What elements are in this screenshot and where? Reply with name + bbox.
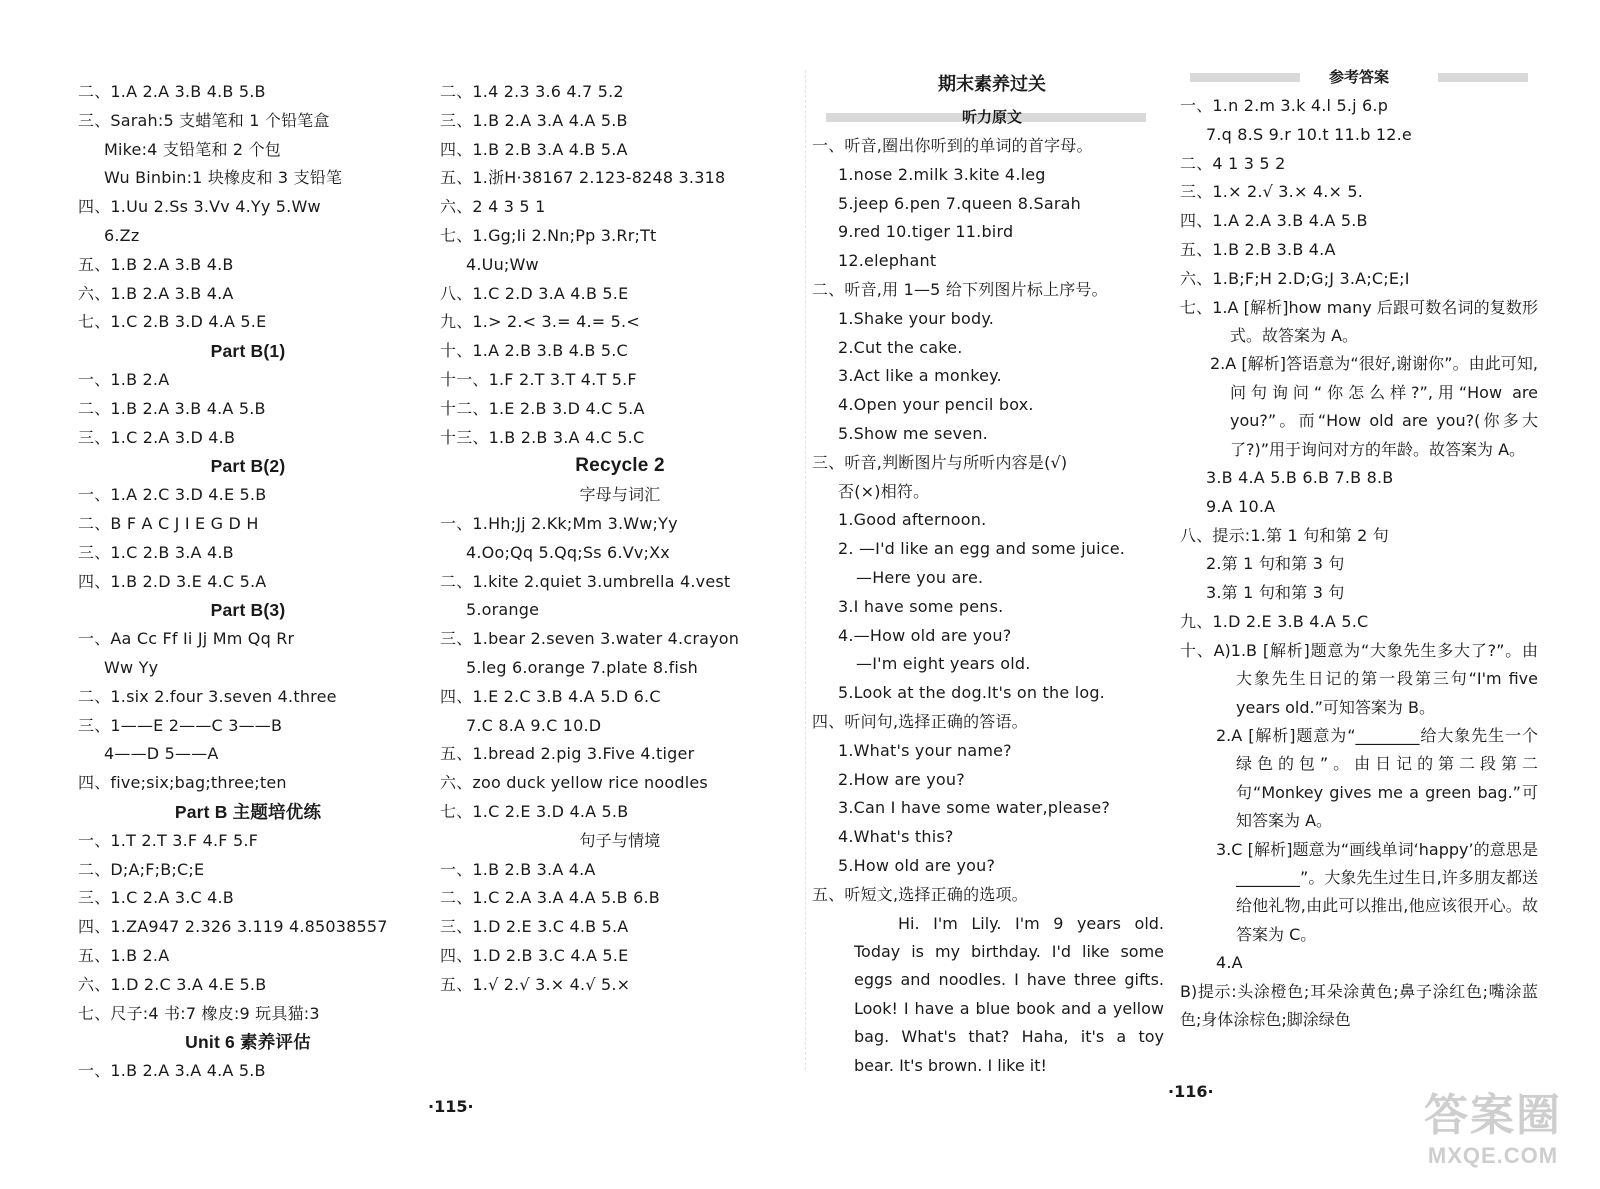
answer-line: 9.A 10.A [1206,496,1276,516]
banner-label: 参考答案 [1328,68,1389,86]
answer-line: 九、1.D 2.E 3.B 4.A 5.C [1180,612,1369,631]
section-banner [812,102,1172,132]
answer-line: 四、five;six;bag;three;ten [78,773,287,793]
question-line: 4.—How old are you? [838,625,1012,645]
answer-line: 一、Aa Cc Ff Ii Jj Mm Qq Rr [78,629,295,649]
answer-line: 三、Sarah:5 支蜡笔和 1 个铅笔盒 [78,110,330,130]
section-heading: Part B 主题培优练 [174,801,322,822]
answer-line: 三、1.C 2.B 3.A 4.B [78,542,234,562]
answer-line: 八、提示:1.第 1 句和第 2 句 [1180,525,1389,545]
answer-line: 二、4 1 3 5 2 [1180,153,1286,173]
listening-passage: Hi. I'm Lily. I'm 9 years old. Today is my birthday. I'd like some eggs and noodles. I have three gifts. Look! I have a blue book and a yellow bag. What's that? Haha, it's a toy bear. It's brown. I like it! [854,913,1164,1075]
answer-explanation: 2.A [解析]答语意为“很好,谢谢你”。由此可知,问句询问“你怎么样?”,用“How are you?”。而“How old are you?(你多大了?)”用于询问对方的年龄。故答案为 A。 [1210,354,1538,459]
section-heading: Unit 6 素养评估 [185,1032,311,1053]
answer-line: 八、1.C 2.D 3.A 4.B 5.E [440,283,629,303]
answer-line: 五、1.bread 2.pig 3.Five 4.tiger [440,744,695,764]
question-line: 三、听音,判断图片与所听内容是(√) [812,452,1068,472]
answer-line: Mike:4 支铅笔和 2 个包 [104,139,281,159]
answer-line: 四、1.Uu 2.Ss 3.Vv 4.Yy 5.Ww [78,197,321,217]
question-line: —Here you are. [856,567,984,587]
question-line: 一、听音,圈出你听到的单词的首字母。 [812,136,1093,155]
question-line: 2.Cut the cake. [838,337,963,357]
answer-line: 7.C 8.A 9.C 10.D [466,715,602,735]
answer-line: 四、1.D 2.B 3.C 4.A 5.E [440,945,629,965]
question-line: 3.I have some pens. [838,596,1004,616]
answer-line: 4.Uu;Ww [466,254,539,274]
answer-line: 2.第 1 句和第 3 句 [1206,554,1345,574]
answer-line: Ww Yy [104,657,159,677]
answer-line: 5.orange [466,600,540,620]
answer-line: 十、1.A 2.B 3.B 4.B 5.C [440,341,628,361]
answer-line: 三、1——E 2——C 3——B [78,715,283,735]
question-line: 3.Act like a monkey. [838,366,1002,386]
answer-line: 3.B 4.A 5.B 6.B 7.B 8.B [1206,468,1394,488]
column-4 [1180,62,1538,1035]
question-line: 5.jeep 6.pen 7.queen 8.Sarah [838,193,1081,213]
page-divider [805,70,806,1070]
section-heading: Part B(1) [210,341,286,362]
answer-line: 九、1.> 2.< 3.= 4.= 5.< [440,312,640,332]
answer-line: 四、1.E 2.C 3.B 4.A 5.D 6.C [440,686,661,706]
answer-line: 十一、1.F 2.T 3.T 4.T 5.F [440,369,637,389]
answer-line: 十二、1.E 2.B 3.D 4.C 5.A [440,398,645,418]
watermark-logo [1424,1079,1562,1169]
answer-line: 六、1.B 2.A 3.B 4.A [78,283,234,303]
banner-label: 听力原文 [961,108,1022,126]
question-line: 否(×)相符。 [838,481,930,501]
answer-line: 三、1.B 2.A 3.A 4.A 5.B [440,110,628,130]
question-line: 5.Look at the dog.It's on the log. [838,683,1105,703]
answer-line: 一、1.A 2.C 3.D 4.E 5.B [78,485,267,505]
banner-bar-left [1190,73,1300,82]
answer-line: 三、1.D 2.E 3.C 4.B 5.A [440,917,629,937]
answer-line: 4.Oo;Qq 5.Qq;Ss 6.Vv;Xx [466,542,670,562]
question-line: 4.Open your pencil box. [838,395,1034,415]
answer-line: 二、1.B 2.A 3.B 4.A 5.B [78,398,266,418]
question-line: 9.red 10.tiger 11.bird [838,222,1014,242]
answer-line: 七、1.Gg;Ii 2.Nn;Pp 3.Rr;Tt [440,225,657,245]
answer-line: 二、D;A;F;B;C;E [78,859,205,879]
answer-line: 四、1.ZA947 2.326 3.119 4.85038557 [78,917,388,937]
answer-line: 一、1.n 2.m 3.k 4.l 5.j 6.p [1180,96,1389,115]
answer-line: 四、1.B 2.B 3.A 4.B 5.A [440,139,628,159]
answer-line: 七、尺子:4 书:7 橡皮:9 玩具猫:3 [78,1003,320,1023]
answer-line: 五、1.B 2.A 3.B 4.B [78,254,234,274]
answer-line: 一、1.B 2.A [78,369,170,389]
question-line: 二、听音,用 1—5 给下列图片标上序号。 [812,279,1108,299]
answer-line: 三、1.bear 2.seven 3.water 4.crayon [440,629,740,649]
page-number-right: ·116· [1168,1082,1214,1101]
question-line: 1.Shake your body. [838,308,995,328]
answer-banner [1180,62,1538,92]
answer-line: 七、1.C 2.E 3.D 4.A 5.B [440,801,629,821]
question-line: 3.Can I have some water,please? [838,798,1111,818]
answer-line: 一、1.B 2.B 3.A 4.A [440,859,596,879]
question-line: 五、听短文,选择正确的选项。 [812,884,1028,904]
section-heading: Recycle 2 [575,455,665,477]
answer-line: 六、1.D 2.C 3.A 4.E 5.B [78,974,267,994]
answer-explanation: 3.C [解析]题意为“画线单词‘happy’的意思是________”。大象先生过生日,许多朋友都送给他礼物,由此可以推出,他应该很开心。故答案为 C。 [1216,839,1538,944]
answer-line: 四、1.A 2.A 3.B 4.A 5.B [1180,211,1368,231]
column-2 [440,78,800,1000]
answer-line: 三、1.C 2.A 3.D 4.B [78,427,236,447]
question-line: 2.How are you? [838,769,965,789]
answer-line: 六、2 4 3 5 1 [440,197,546,217]
answer-line: 七、1.C 2.B 3.D 4.A 5.E [78,312,267,332]
answer-line: 4——D 5——A [104,744,219,764]
answer-line: 五、1.B 2.B 3.B 4.A [1180,239,1336,259]
answer-line: 二、1.C 2.A 3.A 4.A 5.B 6.B [440,888,660,908]
question-line: 1.What's your name? [838,740,1012,760]
section-heading: Part B(2) [210,456,286,477]
answer-line: Wu Binbin:1 块橡皮和 3 支铅笔 [104,168,343,188]
section-subheading: 字母与词汇 [579,485,661,505]
page-number-left: ·115· [428,1097,474,1116]
answer-line: 二、1.kite 2.quiet 3.umbrella 4.vest [440,571,731,591]
section-subheading: 句子与情境 [579,830,661,850]
answer-line: 五、1.B 2.A [78,945,170,965]
answer-line: 一、1.B 2.A 3.A 4.A 5.B [78,1061,266,1081]
answer-line: 4.A [1216,953,1243,973]
section-title: 期末素养过关 [938,74,1046,95]
question-line: 1.Good afternoon. [838,510,987,530]
question-line: —I'm eight years old. [856,654,1031,674]
answer-explanation: 十、A)1.B [解析]题意为“大象先生多大了?”。由大象先生日记的第一段第三句“I'm five years old.”可知答案为 B。 [1180,640,1538,717]
answer-line: 三、1.C 2.A 3.C 4.B [78,888,234,908]
watermark-text: 答案圈 [1424,1091,1562,1140]
section-heading: Part B(3) [210,600,286,621]
question-line: 四、听问句,选择正确的答语。 [812,711,1028,731]
answer-line: 一、1.Hh;Jj 2.Kk;Mm 3.Ww;Yy [440,513,678,533]
answer-line: 7.q 8.S 9.r 10.t 11.b 12.e [1206,124,1412,144]
answer-line: 二、1.4 2.3 3.6 4.7 5.2 [440,82,624,101]
answer-line: 一、1.T 2.T 3.F 4.F 5.F [78,830,259,850]
answer-line: 五、1.浙H·38167 2.123-8248 3.318 [440,168,726,188]
question-line: 5.Show me seven. [838,423,988,443]
answer-line: 五、1.√ 2.√ 3.× 4.√ 5.× [440,974,631,994]
answer-explanation: 七、1.A [解析]how many 后跟可数名词的复数形式。故答案为 A。 [1180,297,1538,345]
answer-line: 二、1.six 2.four 3.seven 4.three [78,686,337,706]
answer-line: 3.第 1 句和第 3 句 [1206,583,1345,603]
answer-line: 三、1.× 2.√ 3.× 4.× 5. [1180,182,1364,202]
answer-line: 5.leg 6.orange 7.plate 8.fish [466,657,698,677]
question-line: 2. —I'd like an egg and some juice. [838,539,1126,559]
answer-line: 六、zoo duck yellow rice noodles [440,773,708,793]
watermark-url: MXQE.COM [1427,1143,1559,1168]
answer-line: 六、1.B;F;H 2.D;G;J 3.A;C;E;I [1180,268,1410,288]
answer-line: 二、B F A C J I E G D H [78,513,259,533]
answer-line: 6.Zz [104,225,140,245]
answer-line: 十三、1.B 2.B 3.A 4.C 5.C [440,427,645,447]
answer-explanation: 2.A [解析]题意为“________给大象先生一个绿色的包”。由日记的第二段第二句“Monkey gives me a green bag.”可知答案为 A。 [1216,726,1538,831]
answer-line: 二、1.A 2.A 3.B 4.B 5.B [78,82,266,101]
column-1 [78,78,418,1086]
banner-bar-right [1438,73,1528,82]
question-line: 5.How old are you? [838,855,996,875]
question-line: 4.What's this? [838,827,954,847]
question-line: 12.elephant [838,251,937,271]
column-3 [812,68,1172,1080]
question-line: 1.nose 2.milk 3.kite 4.leg [838,164,1046,184]
answer-line: 四、1.B 2.D 3.E 4.C 5.A [78,571,267,591]
answer-explanation: B)提示:头涂橙色;耳朵涂黄色;鼻子涂红色;嘴涂蓝色;身体涂棕色;脚涂绿色 [1180,982,1538,1030]
